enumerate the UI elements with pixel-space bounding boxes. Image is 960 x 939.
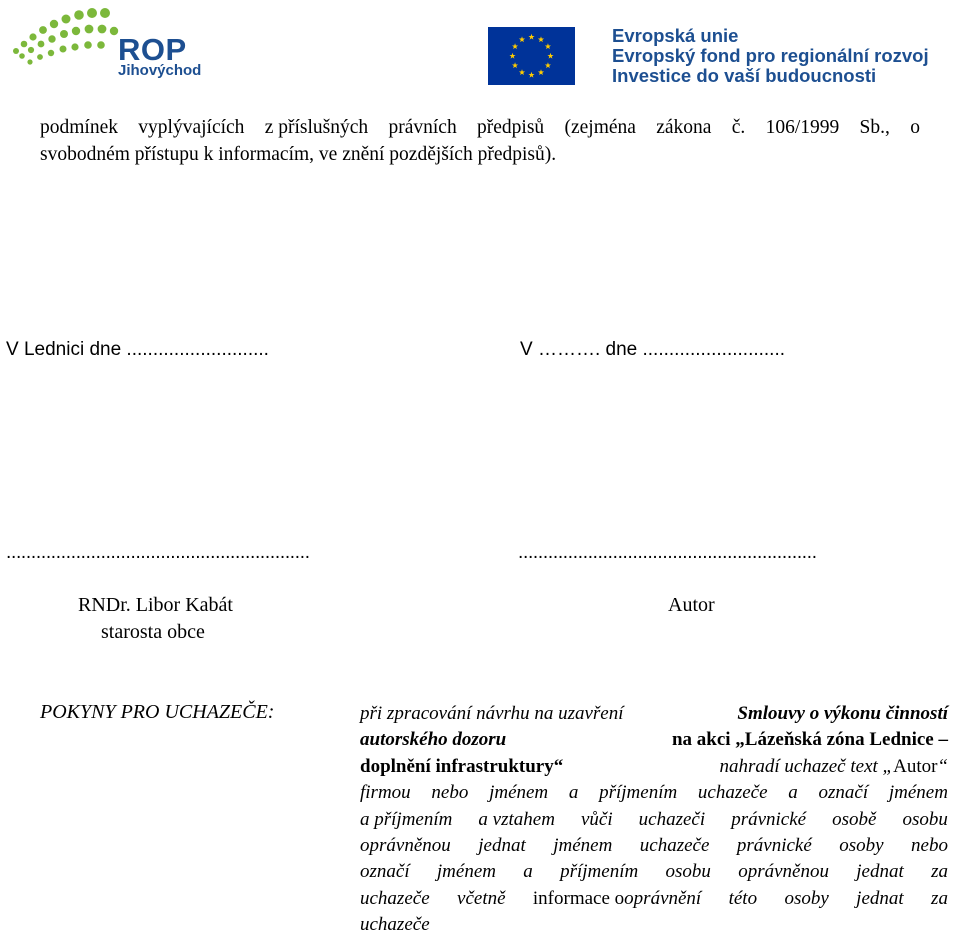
left-signatory-role: starosta obce xyxy=(101,621,205,643)
text-span: Smlouvy o výkonu činností xyxy=(737,703,948,724)
left-signatory-name: RNDr. Libor Kabát xyxy=(78,594,233,616)
text-span: nahradí uchazeč text „ xyxy=(719,755,894,777)
instructions-line-9 xyxy=(360,912,948,938)
word: uchazeče xyxy=(360,914,430,936)
instructions-text xyxy=(360,701,948,939)
word: příjmením xyxy=(560,861,639,883)
word: nebo xyxy=(911,835,948,857)
word: jménem xyxy=(553,835,613,857)
instructions-line-5 xyxy=(360,807,948,833)
rop-logo-title: ROP xyxy=(118,32,187,67)
word: osoby xyxy=(839,835,884,857)
word: osobě xyxy=(832,808,877,830)
word: oprávněnou xyxy=(738,861,829,883)
word: osobu xyxy=(665,861,711,883)
eu-line-3: Investice do vaší budoucnosti xyxy=(612,65,877,86)
text-span: doplnění infrastruktury“ xyxy=(360,755,564,777)
word: uchazeče xyxy=(697,782,768,804)
word: uchazeče xyxy=(639,835,710,857)
word: jednat xyxy=(478,835,526,857)
instructions-line-1 xyxy=(360,701,948,727)
word: osoby xyxy=(784,887,829,909)
instructions-line-3 xyxy=(360,754,948,780)
word: jménem xyxy=(436,861,496,883)
eu-line-2: Evropský fond pro regionální rozvoj xyxy=(612,45,929,66)
word: a xyxy=(568,782,579,804)
word: 106/1999 xyxy=(765,117,840,138)
word: za xyxy=(931,861,948,883)
text-span: na akci „Lázeňská zóna Lednice – xyxy=(671,729,948,751)
word: této xyxy=(728,887,758,909)
word: Sb., xyxy=(859,117,890,138)
word: uchazeči xyxy=(638,808,706,830)
word: a příjmením xyxy=(360,808,453,830)
right-signatory-name: Autor xyxy=(668,594,715,616)
left-signature-line: ............................................................. xyxy=(6,542,310,563)
instructions-line-6 xyxy=(360,833,948,859)
word: právnické xyxy=(731,808,807,830)
word: (zejména xyxy=(564,117,636,138)
right-date-line: V ………. dne ........................... xyxy=(520,339,786,360)
word: podmínek xyxy=(40,117,118,138)
instructions-line-2 xyxy=(360,727,948,753)
paragraph-line-1 xyxy=(40,114,920,141)
instructions-line-8 xyxy=(360,886,948,912)
eu-line-1: Evropská unie xyxy=(612,25,739,46)
word: a xyxy=(788,782,798,804)
word: z příslušných xyxy=(264,117,369,138)
word: včetně xyxy=(457,887,506,909)
word: nebo xyxy=(431,782,469,804)
rop-logo-subtitle: Jihovýchod xyxy=(118,62,202,79)
word: osobu xyxy=(902,808,948,830)
text-span: oprávnění xyxy=(624,887,702,909)
paragraph-line-2: svobodném přístupu k informacím, ve znění pozdějších předpisů). xyxy=(40,144,557,165)
word: jménem xyxy=(888,782,948,804)
instructions-line-7 xyxy=(360,859,948,885)
text-span: Autor xyxy=(893,755,938,777)
word: právnické xyxy=(736,835,812,857)
word: příjmením xyxy=(599,782,678,804)
text-span: při zpracování návrhu na uzavření xyxy=(360,703,624,724)
word: jednat xyxy=(856,887,904,909)
word: označí xyxy=(818,782,869,804)
eu-flag-icon xyxy=(488,27,575,85)
word: za xyxy=(931,887,948,909)
word: o xyxy=(910,117,920,138)
text-span xyxy=(533,886,701,912)
text-span xyxy=(719,754,948,780)
word: jménem xyxy=(489,782,549,804)
text-span: “ xyxy=(937,755,948,777)
word: právních xyxy=(388,117,457,138)
word: oprávněnou xyxy=(360,835,451,857)
word: č. xyxy=(731,117,746,138)
text-span: informace o xyxy=(532,887,625,909)
text-span: autorského dozoru xyxy=(360,729,507,751)
instructions-line-4 xyxy=(360,780,948,806)
word: zákona xyxy=(656,117,712,138)
word: a vztahem xyxy=(478,808,555,830)
instructions-label: POKYNY PRO UCHAZEČE: xyxy=(40,701,275,723)
word: jednat xyxy=(856,861,904,883)
word: firmou xyxy=(360,782,411,804)
word: vůči xyxy=(580,808,613,830)
word: předpisů xyxy=(477,117,545,138)
right-signature-line: ............................................................ xyxy=(518,542,817,563)
legal-paragraph xyxy=(40,114,920,168)
left-date-line: V Lednici dne ........................... xyxy=(6,339,269,360)
word: a xyxy=(523,861,533,883)
word: uchazeče xyxy=(360,887,430,909)
word: označí xyxy=(360,861,410,883)
word: vyplývajících xyxy=(138,117,245,138)
